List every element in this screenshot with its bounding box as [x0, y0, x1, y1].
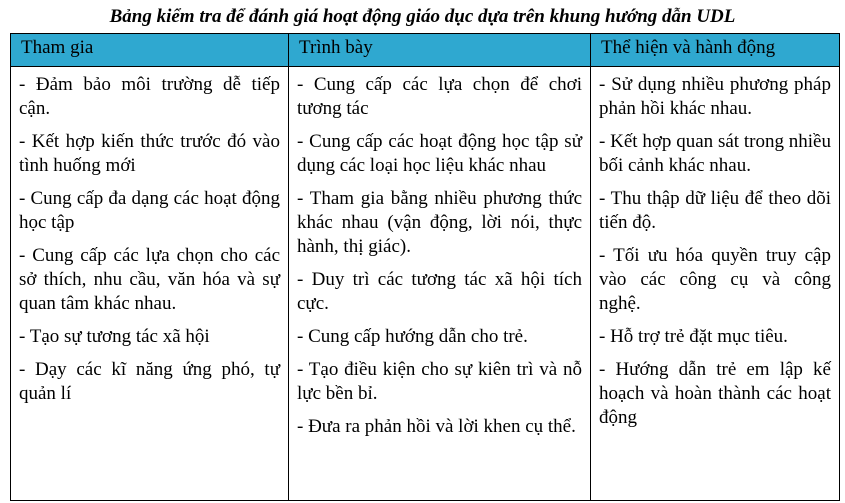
list-item: - Cung cấp hướng dẫn cho trẻ.: [297, 326, 528, 347]
list-item: - Tạo điều kiện cho sự kiên trì và nỗ lực bền bỉ.: [297, 359, 582, 404]
list-item: - Tham gia bằng nhiều phương thức khác nhau (vận động, lời nói, thực hành, thị giác).: [297, 188, 582, 257]
udl-checklist-table: [10, 33, 840, 501]
list-item: - Kết hợp quan sát trong nhiều bối cảnh khác nhau.: [599, 131, 831, 176]
action-expression-cell: [591, 67, 840, 501]
header-row: [11, 34, 840, 67]
list-item: - Đảm bảo môi trường dễ tiếp cận.: [19, 74, 280, 119]
list-item: - Thu thập dữ liệu để theo dõi tiến độ.: [599, 188, 831, 233]
table-title: Bảng kiểm tra để đánh giá hoạt động giáo dục dựa trên khung hướng dẫn UDL: [109, 6, 736, 27]
content-row: [11, 67, 840, 501]
representation-cell: [289, 67, 591, 501]
list-item: - Cung cấp các lựa chọn cho các sở thích, nhu cầu, văn hóa và sự quan tâm khác nhau.: [19, 245, 280, 314]
header-cell-representation: Trình bày: [289, 34, 591, 67]
list-item: - Hướng dẫn trẻ em lập kế hoạch và hoàn thành các hoạt động: [599, 359, 831, 428]
list-item: - Dạy các kĩ năng ứng phó, tự quản lí: [19, 359, 280, 404]
header-cell-action-expression: Thể hiện và hành động: [591, 34, 840, 67]
engagement-cell: [11, 67, 289, 501]
representation-list: [297, 73, 582, 439]
list-item: - Cung cấp các lựa chọn để chơi tương tác: [297, 74, 582, 119]
list-item: - Cung cấp đa dạng các hoạt động học tập: [19, 188, 280, 233]
list-item: - Tối ưu hóa quyền truy cập vào các công cụ và công nghệ.: [599, 245, 831, 314]
list-item: - Cung cấp các hoạt động học tập sử dụng các loại học liệu khác nhau: [297, 131, 582, 176]
list-item: - Đưa ra phản hồi và lời khen cụ thể.: [297, 416, 576, 437]
engagement-list: [19, 73, 280, 406]
header-cell-engagement: Tham gia: [11, 34, 289, 67]
list-item: - Kết hợp kiến thức trước đó vào tình huống mới: [19, 131, 280, 176]
action-expression-list: [599, 73, 831, 430]
list-item: - Duy trì các tương tác xã hội tích cực.: [297, 269, 582, 314]
list-item: - Hỗ trợ trẻ đặt mục tiêu.: [599, 326, 788, 347]
list-item: - Sử dụng nhiều phương pháp phản hồi khác nhau.: [599, 74, 831, 119]
list-item: - Tạo sự tương tác xã hội: [19, 326, 210, 347]
